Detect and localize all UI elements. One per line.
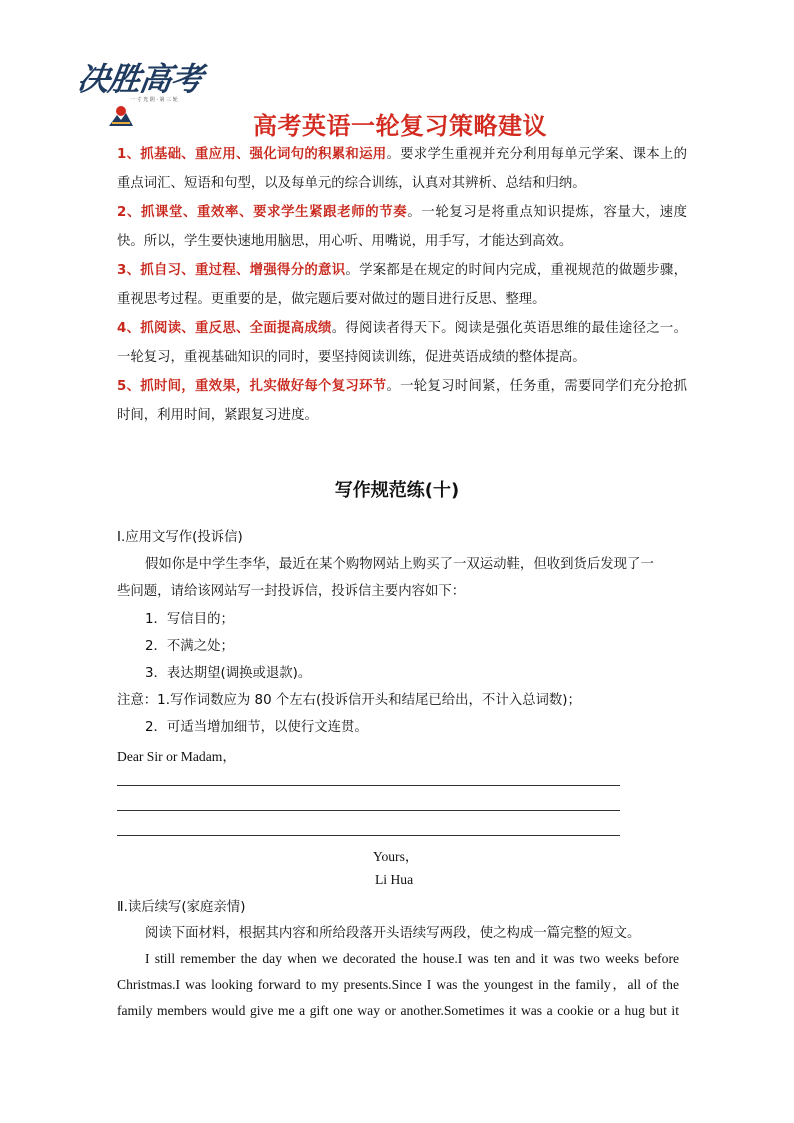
brand-logo-text: 决胜高考	[75, 60, 205, 98]
section-title: 写作规范练(十)	[334, 480, 460, 501]
answer-line	[117, 810, 620, 811]
part1-point: 3．表达期望(调换或退款)。	[145, 666, 312, 681]
answer-line	[117, 785, 620, 786]
brand-logo-subtitle: 一 寸 光 阴 · 第 三 轮	[130, 97, 178, 103]
mountain-sun-icon	[108, 102, 134, 128]
page-title: 高考英语一轮复习策略建议	[253, 112, 547, 140]
passage-line: I still remember the day when we decorated the house.I was ten and it was two weeks before	[145, 951, 679, 966]
answer-line	[117, 835, 620, 836]
advice-item: 4、抓阅读、重反思、全面提高成绩。得阅读者得天下。阅读是强化英语思维的最佳途径之一。一轮复习，重视基础知识的同时，要坚持阅读训练，促进英语成绩的整体提高。	[117, 321, 687, 365]
advice-item: 3、抓自习、重过程、增强得分的意识。学案都是在规定的时间内完成，重视规范的做题步骤，重视思考过程。更重要的是，做完题后要对做过的题目进行反思、整理。	[117, 263, 687, 307]
part2-heading: Ⅱ.读后续写(家庭亲情)	[117, 900, 246, 915]
part1-intro-line1: 假如你是中学生李华，最近在某个购物网站上购买了一双运动鞋，但收到货后发现了一	[145, 557, 654, 572]
brand-logo	[75, 52, 206, 134]
part1-note-line1: 注意：1.写作词数应为 80 个左右(投诉信开头和结尾已给出，不计入总词数)；	[117, 693, 581, 708]
part1-intro-line2: 些问题，请给该网站写一封投诉信，投诉信主要内容如下：	[117, 584, 466, 599]
advice-item: 2、抓课堂、重效率、要求学生紧跟老师的节奏。一轮复习是将重点知识提炼，容量大，速度快。所以，学生要快速地用脑思，用心听、用嘴说，用手写，才能达到高效。	[117, 205, 687, 249]
letter-signature: Li Hua	[375, 872, 414, 887]
part1-point: 1．写信目的；	[145, 612, 234, 627]
advice-item: 1、抓基础、重应用、强化词句的积累和运用。要求学生重视并充分利用每单元学案、课本上的重点词汇、短语和句型，以及每单元的综合训练，认真对其辨析、总结和归纳。	[117, 147, 688, 191]
passage-line: Christmas.I was looking forward to my presents.Since I was the youngest in the family，all of the	[117, 977, 679, 992]
part2-instruction: 阅读下面材料，根据其内容和所给段落开头语续写两段，使之构成一篇完整的短文。	[145, 926, 641, 941]
advice-item: 5、抓时间，重效果，扎实做好每个复习环节。一轮复习时间紧，任务重，需要同学们充分抢抓时间，利用时间，紧跟复习进度。	[117, 379, 688, 423]
letter-salutation: Dear Sir or Madam，	[117, 749, 236, 764]
part1-point: 2．不满之处；	[145, 639, 234, 654]
passage-line: family members would give me a gift one way or another.Sometimes it was a cookie or a hug but it	[117, 1003, 679, 1018]
part1-note-line2: 2．可适当增加细节，以使行文连贯。	[145, 720, 368, 735]
letter-closing: Yours，	[373, 849, 419, 864]
advice-list	[117, 140, 687, 430]
part1-heading: Ⅰ.应用文写作(投诉信)	[117, 530, 243, 545]
